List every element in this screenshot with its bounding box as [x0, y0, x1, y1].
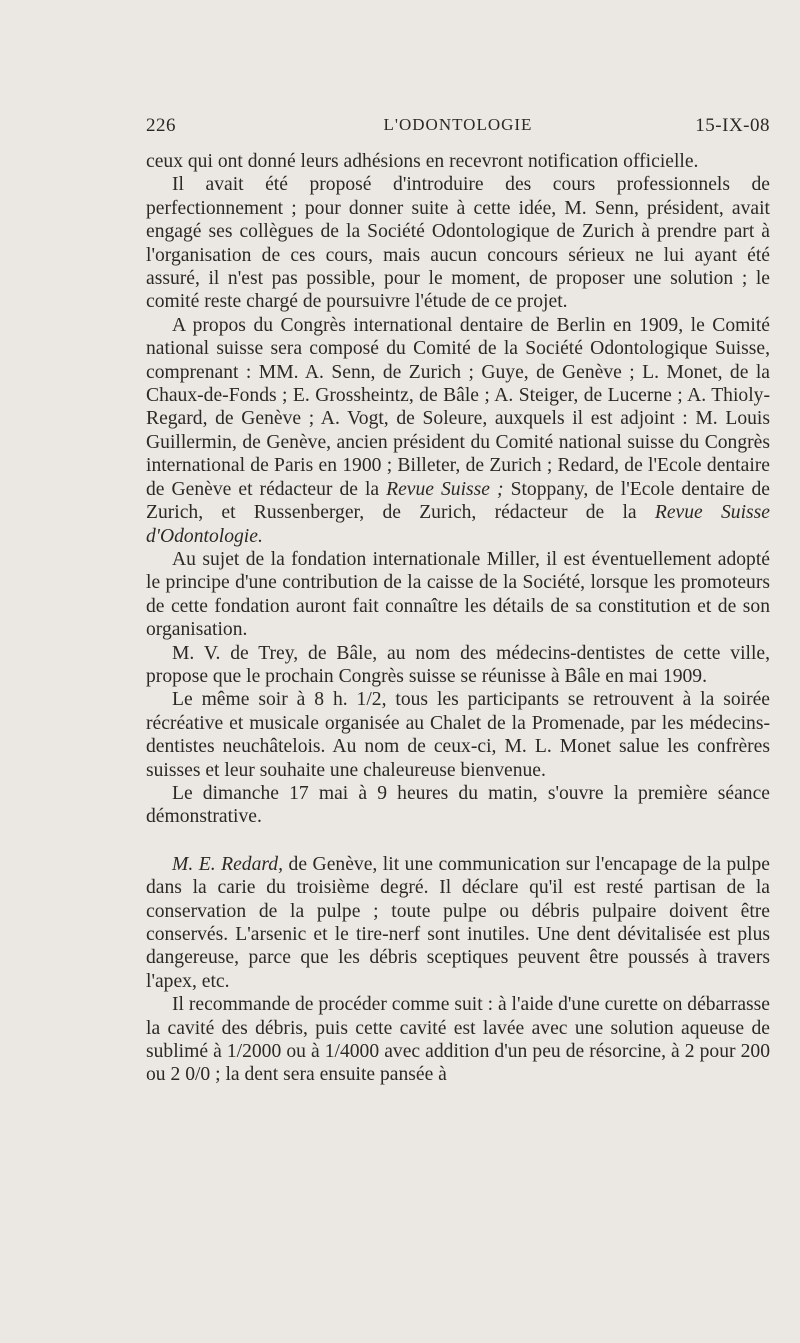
running-header	[146, 115, 770, 145]
paragraph-4: Au sujet de la fondation internationale Miller, il est éventuellement adopté le principe d'une contribution de la caisse de la Société, lorsque les promoteurs de cette fondation auront fait connaître les détails de sa constitution et de son organisation.	[146, 548, 770, 641]
page-number: 226	[146, 115, 176, 136]
journal-title-revue-suisse: Revue Suisse ;	[386, 478, 504, 500]
paragraph-1: ceux qui ont donné leurs adhésions en recevront notification officielle.	[146, 151, 699, 172]
issue-date: 15-IX-08	[695, 115, 770, 136]
paragraph-9: Il recommande de procéder comme suit : à l'aide d'une curette on débarrasse la cavité des débris, puis cette cavité est lavée avec une solution aqueuse de sublimé à 1/2000 ou à 1/4000 avec addition d'un peu de résorcine, à 2 pour 200 ou 2 0/0 ; la dent sera ensuite pansée à	[146, 994, 770, 1086]
speaker-name: M. E. Redard,	[172, 853, 283, 875]
paragraph-8-text: de Genève, lit une communication sur l'encapage de la pulpe dans la carie du troisième degré. Il déclare qu'il est resté partisan de la conservation de la pulpe ; toute pulpe ou débris pulpaire doivent être conservés. L'arsenic et le tire-nerf sont inutiles. Une dent dévitalisée est plus dangereuse, parce que les débris sceptiques peuvent être poussés à travers l'apex, etc.	[146, 853, 770, 992]
paragraph-3-text-a: A propos du Congrès international dentaire de Berlin en 1909, le Comité national suisse sera composé du Comité de la Société Odontologique Suisse, comprenant : MM. A. Senn, de Zurich ; Guye, de Genève ; L. Monet, de la Chaux-de-Fonds ; E. Grossheintz, de Bâle ; A. Steiger, de Lucerne ; A. Thioly-Regard, de Genève ; A. Vogt, de Soleure, auxquels il est adjoint : M. Louis Guillermin, de Genève, ancien président du Comité national suisse du Congrès international de Paris en 1900 ; Billeter, de Zurich ; Redard, de l'Ecole dentaire de Genève et rédacteur de la	[146, 314, 770, 500]
paragraph-3-text-b: Stoppany, de l'Ecole dentaire de Zurich, et Russenberger, de Zurich, rédacteur de la	[146, 478, 770, 524]
paragraph-8	[146, 853, 770, 993]
paragraph-7: Le dimanche 17 mai à 9 heures du matin, s'ouvre la première séance démonstrative.	[146, 782, 770, 828]
paragraph-3	[146, 314, 770, 548]
body-text	[146, 150, 770, 1087]
paragraph-2: Il avait été proposé d'introduire des cours professionnels de perfectionnement ; pour donner suite à cette idée, M. Senn, président, avait engagé ses collègues de la Société Odontologique de Zurich à prendre part à l'organisation de ces cours, mais aucun concours sérieux ne lui ayant été assuré, il n'est pas possible, pour le moment, de proposer une solution ; le comité reste chargé de poursuivre l'étude de ce projet.	[146, 174, 770, 313]
running-title: L'ODONTOLOGIE	[383, 115, 533, 134]
paragraph-5: M. V. de Trey, de Bâle, au nom des médecins-dentistes de cette ville, propose que le prochain Congrès suisse se réunisse à Bâle en mai 1909.	[146, 642, 770, 687]
journal-title-revue-suisse-odontologie: Revue Suisse d'Odontologie.	[146, 502, 770, 547]
paragraph-6: Le même soir à 8 h. 1/2, tous les participants se retrouvent à la soirée récréative et musicale organisée au Chalet de la Promenade, par les médecins-dentistes neuchâtelois. Au nom de ceux-ci, M. L. Monet salue les confrères suisses et leur souhaite une chaleureuse bienvenue.	[146, 689, 770, 781]
